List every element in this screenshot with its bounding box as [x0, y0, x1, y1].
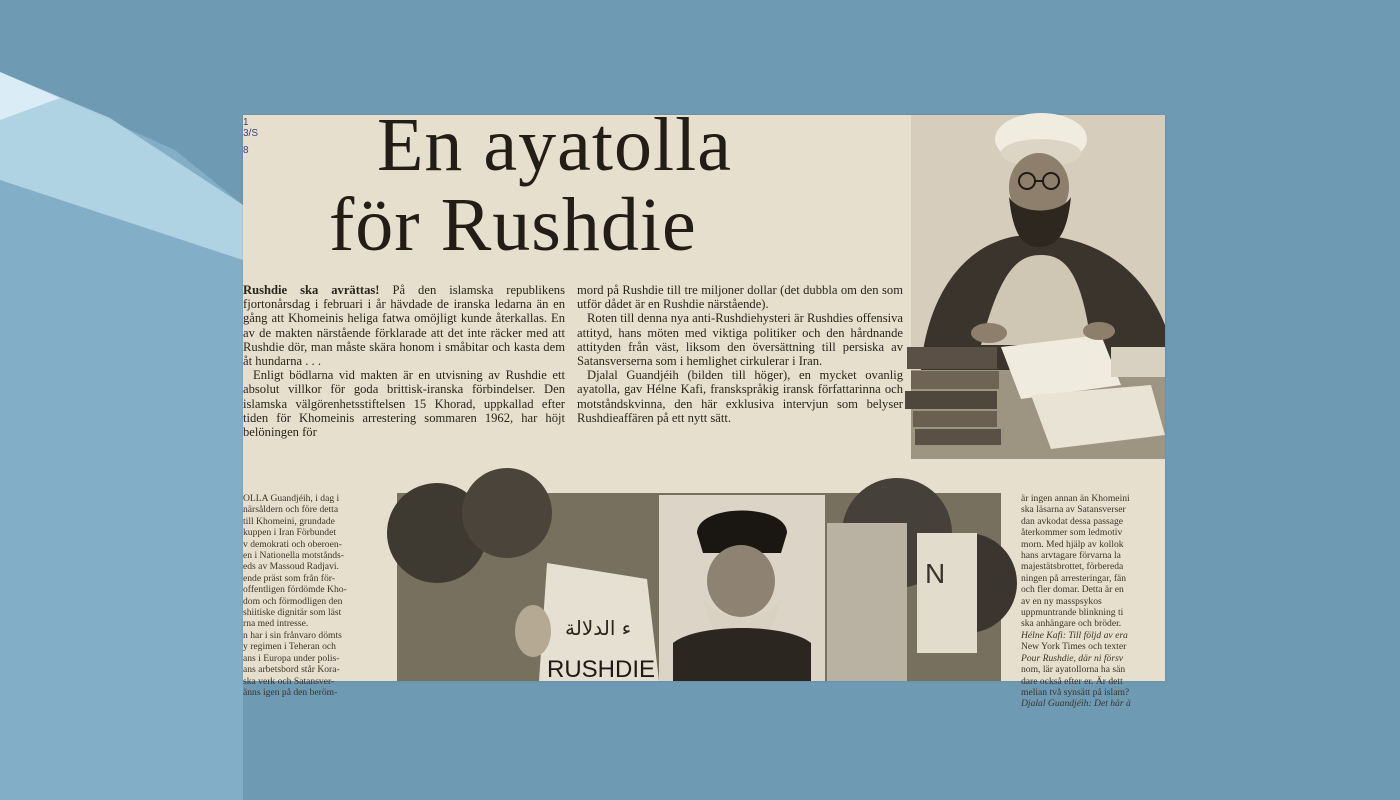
margin-note-line: 1	[243, 117, 249, 128]
strip-line: New York Times och texter	[1021, 641, 1127, 653]
article-paragraph	[243, 368, 565, 439]
strip-line: nom, lär ayatollorna ha sän	[1021, 664, 1126, 676]
strip-line: ska verk och Satansver-	[243, 675, 335, 687]
strip-line: kuppen i Iran Förbundet	[243, 527, 336, 539]
strip-line: Djalal Guandjéih: Det här ä	[1021, 698, 1131, 710]
strip-line: en i Nationella motstånds-	[243, 550, 344, 562]
strip-line: majestätsbrottet, förbereda	[1021, 561, 1124, 573]
strip-line: ans i Europa under polis-	[243, 652, 340, 664]
strip-line: OLLA Guandjéih, i dag i	[243, 493, 340, 504]
strip-line: återkommer som ledmotiv	[1021, 527, 1123, 539]
paragraph-text: Enligt bödlarna vid makten är en utvisning av Rushdie ett absolut villkor för goda brittisk-iranska förbindelser. Den islamska välgörenhetsstiftelsen 15 Khorad, uppkallad efter tiden för Khomeinis arrestering sommaren 1962, har höjt belöningen för	[243, 368, 565, 440]
sign-rushdie-text: RUSHDIE	[547, 656, 656, 683]
strip-line: morn. Med hjälp av kollok	[1021, 538, 1124, 550]
strip-line: ska anhängare och bröder.	[1021, 618, 1122, 630]
sign-arabic-text: ء الدلالة	[565, 616, 632, 640]
article-paragraph: mord på Rushdie till tre miljoner dollar (det dubbla om den som utför dådet är en Rushdie närstående).	[577, 283, 903, 312]
handwritten-margin-note	[243, 117, 261, 156]
strip-line: dan avkodat dessa passage	[1021, 515, 1124, 527]
margin-note-line: 3/S	[243, 128, 259, 139]
strip-line: ningen på arresteringar, fän	[1021, 572, 1127, 584]
strip-line: Pour Rushdie, där ni försv	[1021, 652, 1124, 664]
strip-line: dare också efter er. Är dett	[1021, 675, 1123, 687]
left-article-strip	[243, 493, 381, 698]
strip-line: eds av Massoud Radjavi.	[243, 561, 339, 573]
headline-line-1: En ayatolla	[377, 103, 732, 187]
strip-line: närsåldern och före detta	[243, 504, 339, 516]
ayatollah-portrait-photo	[911, 115, 1165, 459]
strip-line: y regimen i Teheran och	[243, 641, 336, 653]
strip-line: rna med intresse.	[243, 618, 309, 630]
strip-line: uppmuntrande blinkning ti	[1021, 607, 1124, 619]
lead-phrase: Rushdie ska avrättas!	[243, 283, 380, 297]
strip-line: och fler domar. Detta är en	[1021, 584, 1124, 596]
margin-note-line: 8	[243, 145, 249, 156]
strip-line: v demokrati och oberoen-	[243, 538, 342, 550]
strip-line: shiitiske dignitär som läst	[243, 607, 342, 619]
strip-line: ans arbetsbord står Kora-	[243, 664, 340, 676]
article-paragraph	[243, 283, 565, 368]
headline-line-2: för Rushdie	[329, 183, 697, 267]
strip-line: dom och förmodligen den	[243, 595, 343, 607]
strip-line: hans arvtagare förvarna la	[1021, 550, 1121, 562]
strip-line: Hélne Kafi: Till följd av era	[1021, 629, 1128, 641]
article-paragraph: Roten till denna nya anti-Rushdiehysteri är Rushdies offensiva attityd, hans möten med viktiga politiker och den hårdnande attityden från väst, liksom den översättning till persiska av Satansverserna som i hemlighet cirkulerar i Iran.	[577, 311, 903, 369]
strip-line: melian två synsätt på islam?	[1021, 686, 1130, 698]
strip-line: offentligen fördömde Kho-	[243, 584, 347, 596]
strip-line: ende präst som från för-	[243, 572, 335, 584]
article-column-1	[243, 283, 565, 439]
svg-text:N: N	[925, 558, 946, 589]
newspaper-clipping	[243, 103, 1165, 710]
strip-line: ska läsarna av Satansverser	[1021, 504, 1126, 516]
strip-line: av en ny masspsykos	[1021, 595, 1102, 607]
strip-line: till Khomeini, grundade	[243, 515, 335, 527]
article-paragraph: Djalal Guandjéih (bilden till höger), en mycket ovanlig ayatolla, gav Hélne Kafi, franskspråkig iransk författarinna och motståndskvinna, den här exklusiva intervjun som belyser Rushdieaffären på ett nytt sätt.	[577, 368, 903, 425]
headline	[329, 103, 937, 267]
right-article-strip	[1021, 493, 1165, 710]
strip-line: n har i sin frånvaro dömts	[243, 629, 342, 641]
article-column-2	[577, 283, 903, 425]
protest-photo	[397, 493, 1001, 681]
strip-line: är ingen annan än Khomeini	[1021, 493, 1130, 504]
strip-line: änns igen på den beröm-	[243, 686, 338, 698]
paragraph-text: På den islamska republikens fjortonårsdag i februari i år hävdade de iranska ledarna än en gång att Khomeinis heliga fatwa omöjligt kunde återkallas. En av de makten närstående förklarade att det inte räcker med att Rushdie dör, man måste skära honom i småbitar och kasta dem åt hundarna . . .	[243, 283, 566, 369]
